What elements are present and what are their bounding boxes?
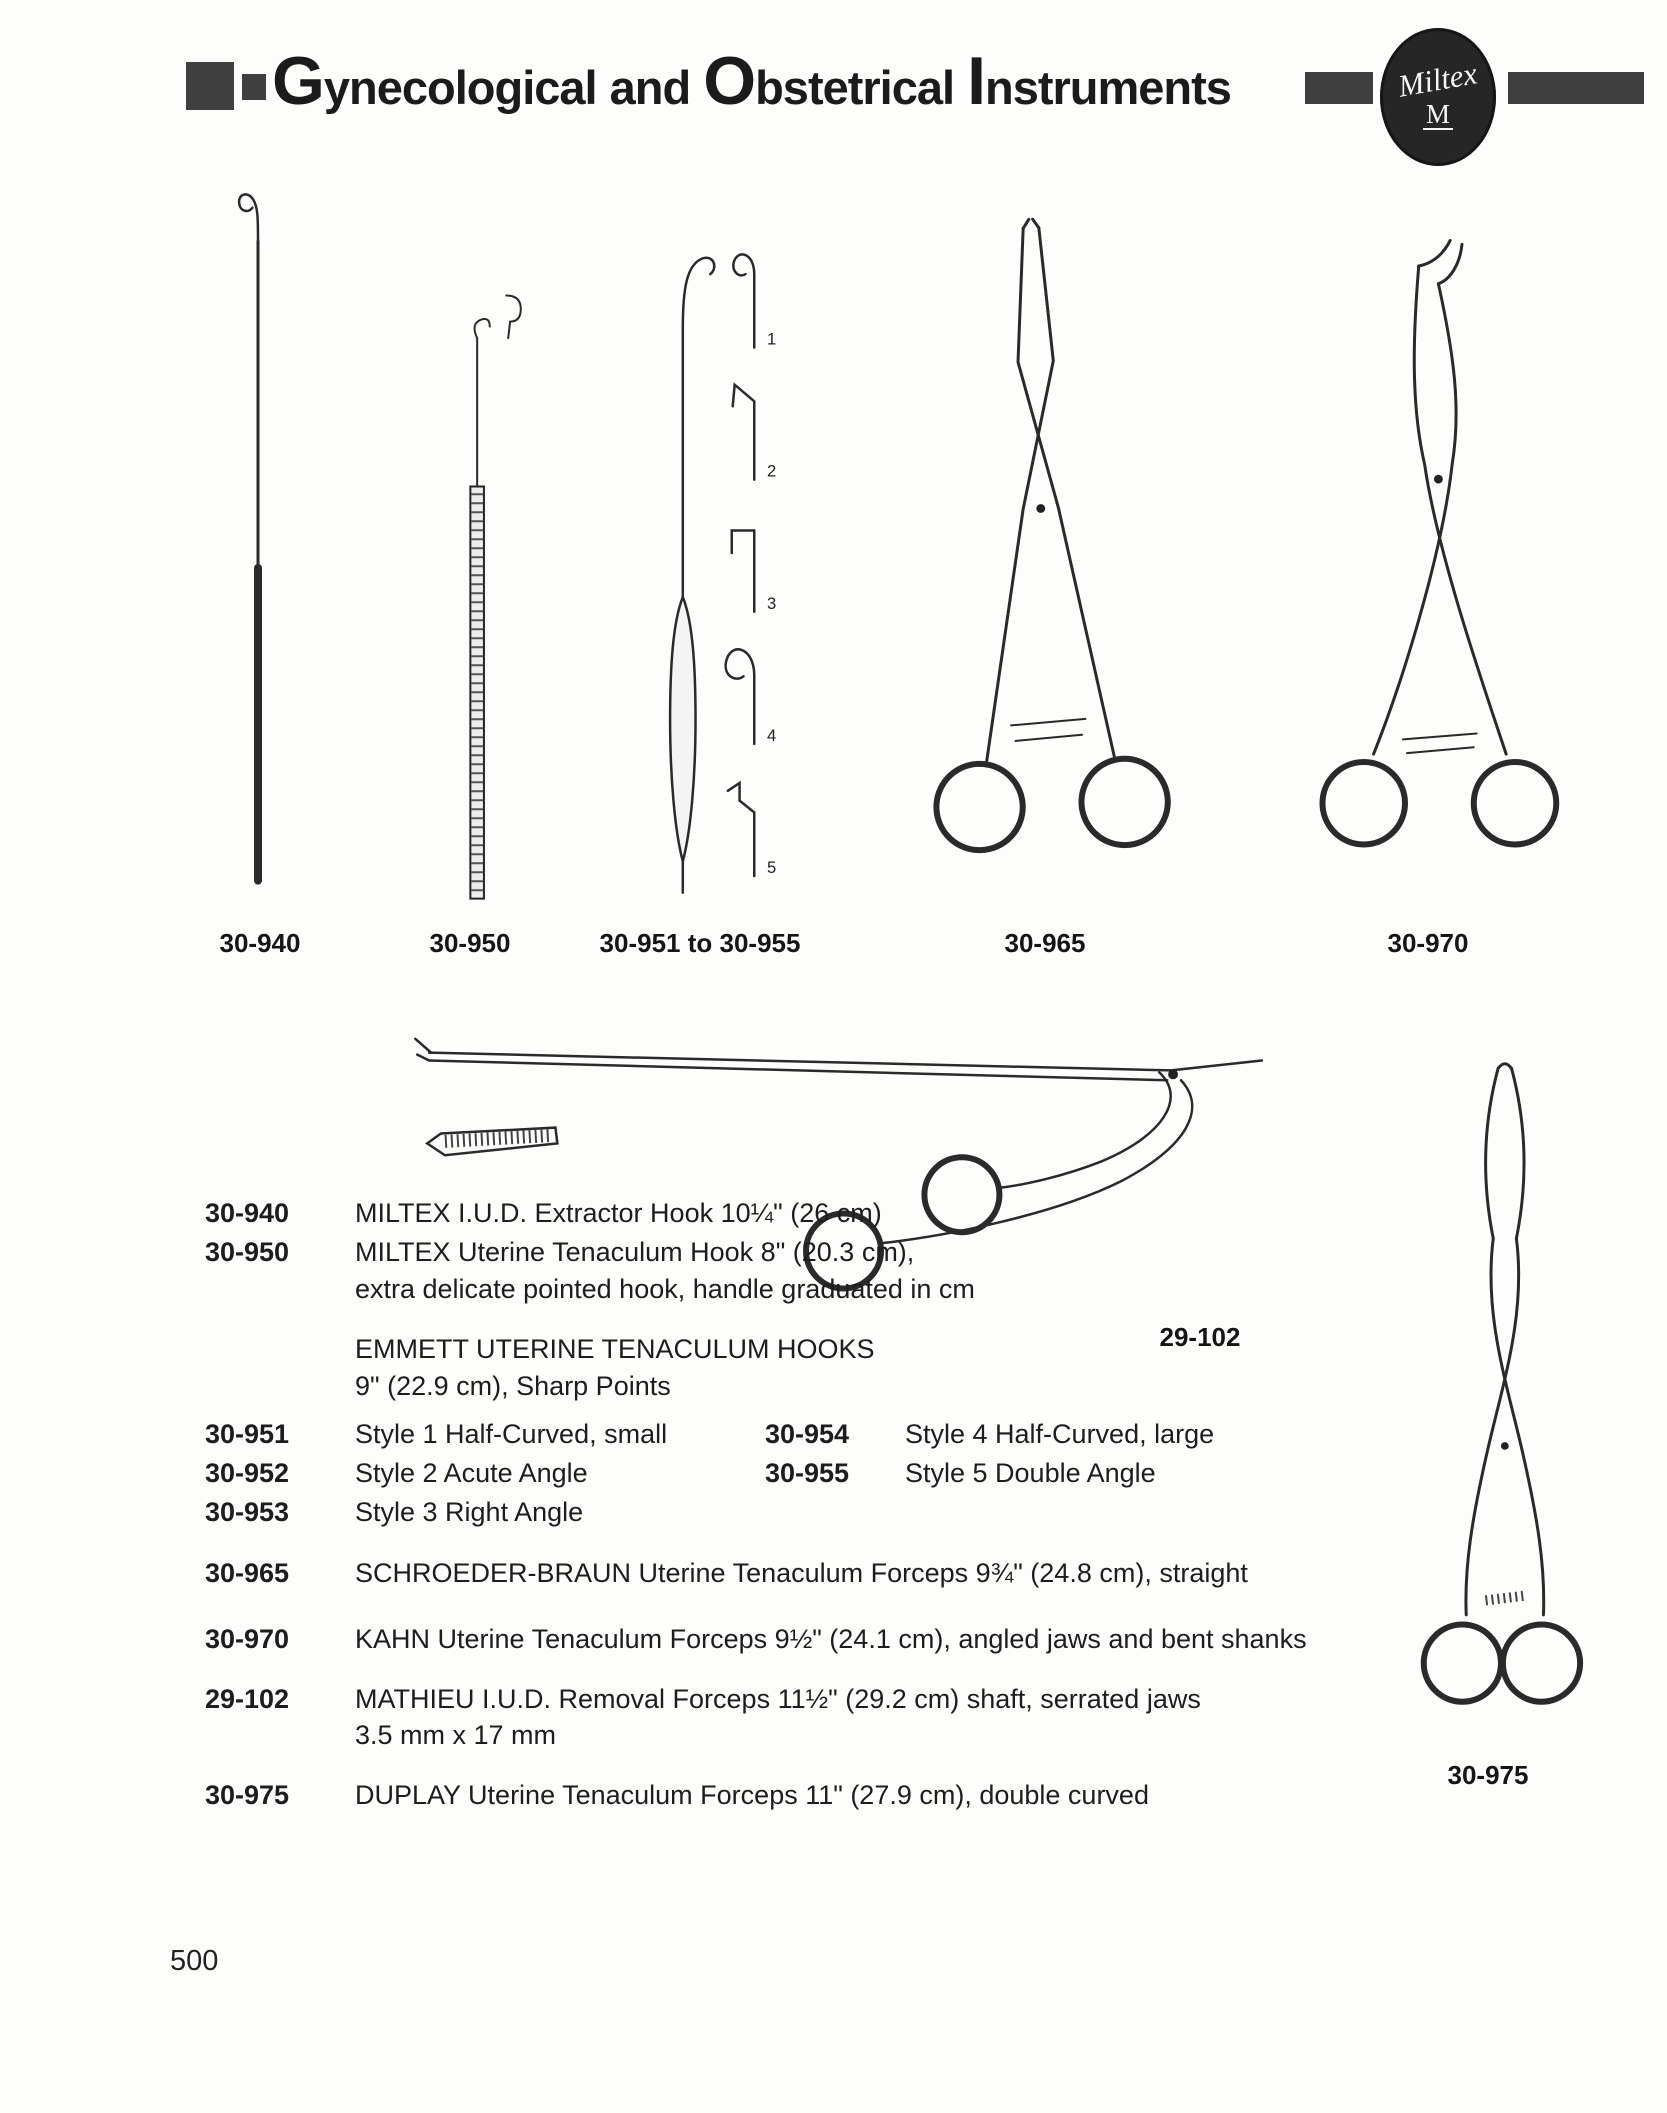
catalog-code: 30-955 (765, 1458, 850, 1488)
catalog-code: 30-952 (205, 1458, 290, 1488)
catalog-description: Style 2 Acute Angle (355, 1458, 588, 1488)
catalog-code: 30-954 (765, 1419, 850, 1449)
title-word: and (609, 61, 691, 114)
title-word: Gynecological (272, 43, 597, 119)
instrument-30-970-illustration (1295, 225, 1570, 910)
catalog-description: KAHN Uterine Tenaculum Forceps 9½" (24.1 cm), angled jaws and bent shanks (355, 1624, 1307, 1654)
catalog-code: 29-102 (205, 1684, 290, 1714)
figure-label-30-950: 30-950 (429, 928, 511, 958)
catalog-description-cont: 3.5 mm x 17 mm (355, 1720, 557, 1750)
instrument-30-950-illustration (438, 278, 526, 918)
figure-label-29-102: 29-102 (1159, 1322, 1241, 1352)
figure-label-30-951-to-30-955: 30-951 to 30-955 (599, 928, 801, 958)
header-decor-block-left-small (242, 74, 266, 100)
figure-label-30-975: 30-975 (1447, 1760, 1529, 1790)
catalog-description: Style 5 Double Angle (905, 1458, 1156, 1488)
catalog-code: 30-953 (205, 1497, 290, 1527)
catalog-code: 30-940 (205, 1198, 290, 1228)
header-decor-block-left (186, 62, 234, 110)
catalog-description: Style 1 Half-Curved, small (355, 1419, 668, 1449)
header-decor-bar-mid (1305, 72, 1373, 104)
catalog-code: 30-970 (205, 1624, 290, 1654)
figure-label-30-970: 30-970 (1387, 928, 1469, 958)
hook-style-number: 3 (766, 593, 777, 613)
hook-style-number: 1 (766, 329, 777, 349)
title-word: Instruments (967, 43, 1231, 119)
miltex-logo-script: Miltex (1395, 55, 1481, 104)
group-subheading: 9" (22.9 cm), Sharp Points (355, 1371, 671, 1401)
page-number: 500 (170, 1945, 219, 1977)
catalog-description: DUPLAY Uterine Tenaculum Forceps 11" (27.9 cm), double curved (355, 1780, 1149, 1810)
page-title (272, 42, 1244, 120)
catalog-code: 30-950 (205, 1237, 290, 1267)
figure-label-30-965: 30-965 (1004, 928, 1086, 958)
miltex-logo-initial: M (1423, 101, 1453, 130)
instrument-30-965-illustration (903, 206, 1182, 909)
catalog-description: Style 3 Right Angle (355, 1497, 584, 1527)
instrument-30-951-to-30-955-illustration (650, 235, 790, 920)
hook-style-number: 5 (766, 858, 777, 878)
group-heading: EMMETT UTERINE TENACULUM HOOKS (355, 1334, 875, 1364)
catalog-description: SCHROEDER-BRAUN Uterine Tenaculum Forceps 9¾" (24.8 cm), straight (355, 1558, 1248, 1588)
title-word: Obstetrical (703, 43, 955, 119)
figure-label-30-940: 30-940 (219, 928, 301, 958)
hook-style-number: 4 (766, 725, 777, 745)
catalog-description: MILTEX Uterine Tenaculum Hook 8" (20.3 cm), (355, 1237, 915, 1267)
catalog-description-cont: extra delicate pointed hook, handle graduated in cm (355, 1274, 975, 1304)
catalog-code: 30-965 (205, 1558, 290, 1588)
miltex-logo (1380, 28, 1496, 166)
instrument-30-940-illustration (230, 160, 286, 920)
instrument-30-975-illustration (1408, 1055, 1592, 1750)
catalog-description: Style 4 Half-Curved, large (905, 1419, 1215, 1449)
hook-style-number: 2 (766, 461, 777, 481)
catalog-description: MATHIEU I.U.D. Removal Forceps 11½" (29.2 cm) shaft, serrated jaws (355, 1684, 1201, 1714)
header-decor-bar-right (1508, 72, 1644, 104)
catalog-code: 30-975 (205, 1780, 290, 1810)
catalog-code: 30-951 (205, 1419, 290, 1449)
catalog-description: MILTEX I.U.D. Extractor Hook 10¼" (26 cm) (355, 1198, 882, 1228)
